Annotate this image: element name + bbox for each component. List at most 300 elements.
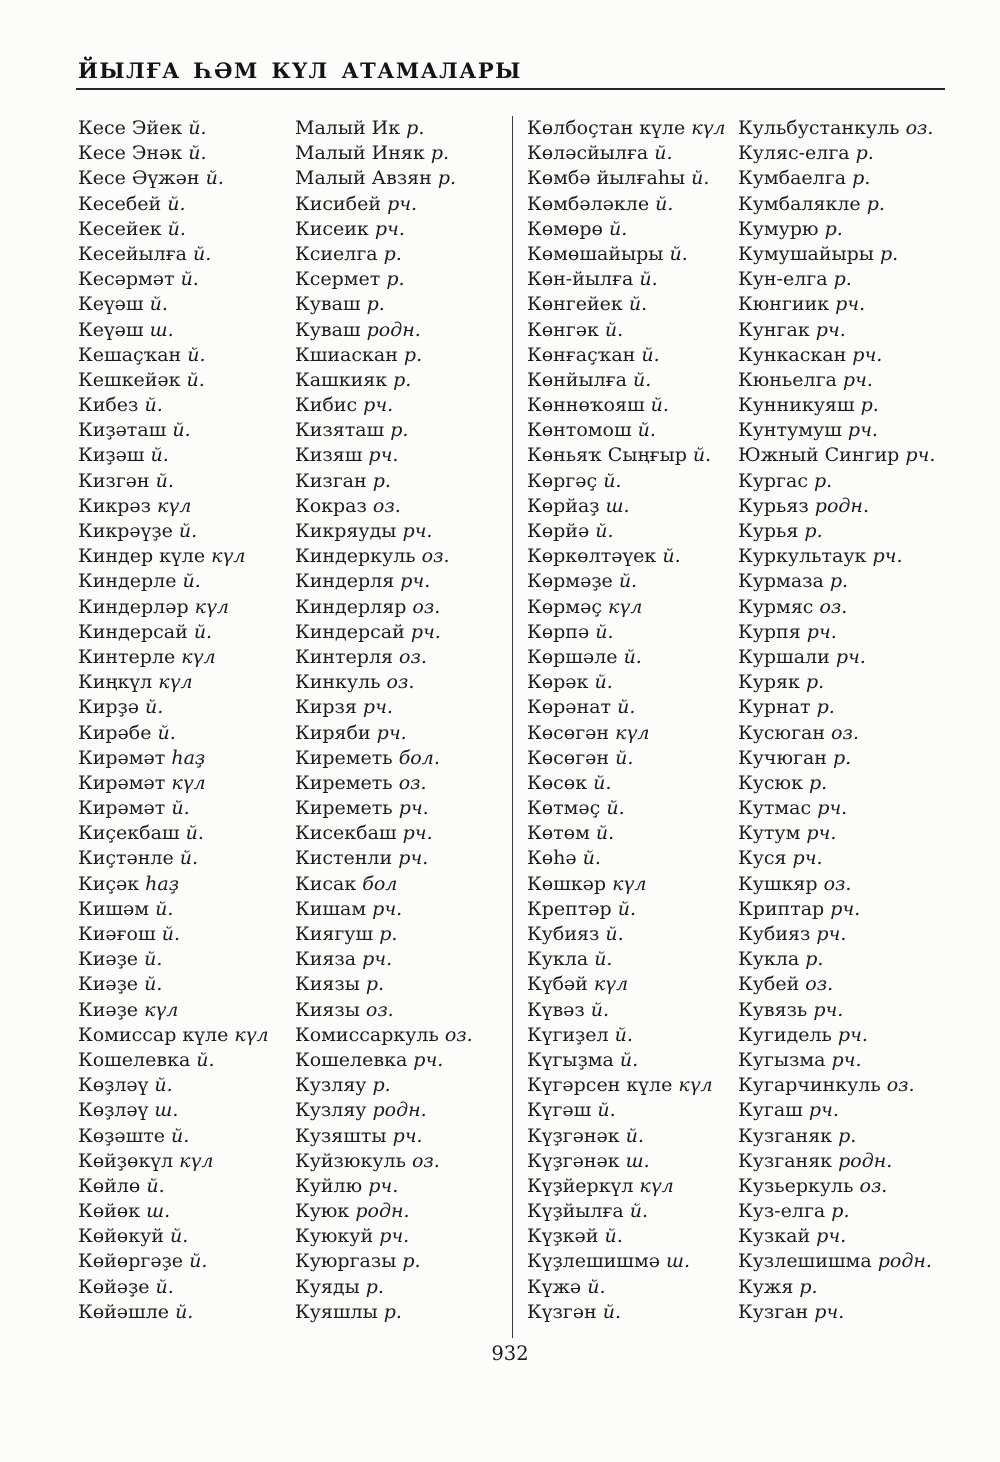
toponym-entry xyxy=(527,771,738,796)
toponym-qualifier: рч. xyxy=(824,897,861,920)
toponym-entry xyxy=(295,1124,512,1149)
toponym-name: Киреметь xyxy=(295,797,393,820)
toponym-entry xyxy=(78,595,295,620)
toponym-qualifier: родн. xyxy=(349,1200,410,1223)
toponym-qualifier: бол. xyxy=(392,746,440,769)
toponym-entry xyxy=(295,569,512,594)
toponym-entry xyxy=(738,519,950,544)
toponym-name: Көннөҡояш xyxy=(527,394,645,417)
toponym-qualifier: й. xyxy=(138,696,164,719)
header-rule xyxy=(76,88,945,90)
toponym-entry xyxy=(78,267,295,292)
toponym-entry xyxy=(738,670,950,695)
toponym-entry xyxy=(78,418,295,443)
toponym-entry xyxy=(738,1124,950,1149)
toponym-entry xyxy=(295,746,512,771)
toponym-qualifier: р. xyxy=(400,117,425,139)
toponym-qualifier: й. xyxy=(190,1048,215,1071)
toponym-entry xyxy=(527,1300,738,1325)
toponym-qualifier: й. xyxy=(644,394,669,417)
toponym-qualifier: рч. xyxy=(386,1124,423,1147)
toponym-name: Куяды xyxy=(295,1275,360,1298)
toponym-name: Кисекбаш xyxy=(295,822,397,845)
toponym-qualifier: рч. xyxy=(800,822,837,845)
toponym-qualifier: рч. xyxy=(841,419,878,442)
toponym-name: Көҙәште xyxy=(78,1124,166,1147)
toponym-qualifier: рч. xyxy=(394,570,431,593)
toponym-entry xyxy=(78,1224,295,1249)
toponym-qualifier: р. xyxy=(818,217,843,240)
toponym-entry xyxy=(738,318,950,343)
toponym-entry xyxy=(738,1149,950,1174)
toponym-qualifier: рч. xyxy=(825,1048,862,1071)
toponym-qualifier: күл xyxy=(175,645,216,668)
toponym-qualifier: й. xyxy=(686,444,712,467)
toponym-qualifier: оз. xyxy=(880,1074,915,1097)
toponym-qualifier: й. xyxy=(623,1200,649,1223)
toponym-qualifier: р. xyxy=(832,1124,857,1147)
toponym-qualifier: р. xyxy=(366,1074,391,1097)
toponym-qualifier: й. xyxy=(181,343,206,366)
toponym-entry xyxy=(295,1048,512,1073)
toponym-entry xyxy=(738,418,950,443)
toponym-name: Көрйә xyxy=(527,520,590,542)
toponym-name: Көмбә йылғаһы xyxy=(527,167,686,190)
toponym-qualifier: р. xyxy=(359,973,385,996)
toponym-name: Күжә xyxy=(527,1275,582,1298)
toponym-name: Киряби xyxy=(295,721,371,744)
toponym-name: Куюк xyxy=(295,1200,350,1223)
toponym-name: Кешаҫҡан xyxy=(78,343,182,366)
toponym-name: Киндерля xyxy=(295,570,395,593)
toponym-qualifier: й. xyxy=(186,242,212,265)
toponym-entry xyxy=(78,922,295,947)
toponym-entry xyxy=(295,1073,512,1098)
toponym-entry xyxy=(527,1149,738,1174)
toponym-qualifier: й. xyxy=(648,142,673,165)
toponym-entry xyxy=(78,469,295,494)
toponym-entry xyxy=(738,695,950,720)
toponym-entry xyxy=(738,166,950,191)
toponym-name: Күгиҙел xyxy=(527,1023,609,1046)
toponym-qualifier: оз. xyxy=(392,771,427,794)
toponym-qualifier: рч. xyxy=(810,923,847,945)
toponym-qualifier: й. xyxy=(581,1275,606,1298)
toponym-qualifier: родн. xyxy=(360,318,421,341)
toponym-qualifier: й. xyxy=(172,520,198,542)
toponym-qualifier: күл xyxy=(601,595,643,618)
toponym-name: Кушкяр xyxy=(738,872,818,895)
toponym-entry xyxy=(527,494,738,519)
toponym-name: Көйөкуй xyxy=(78,1225,164,1248)
toponym-qualifier: р. xyxy=(424,142,450,165)
toponym-entry xyxy=(78,695,295,720)
toponym-entry xyxy=(738,947,950,972)
toponym-entry xyxy=(527,318,738,343)
toponym-entry xyxy=(527,166,738,191)
toponym-name: Киреметь xyxy=(295,771,393,794)
toponym-qualifier: бол xyxy=(356,872,398,895)
toponym-qualifier: й. xyxy=(589,620,614,643)
toponym-entry xyxy=(738,1275,950,1300)
toponym-name: Кесе Энәк xyxy=(78,142,183,165)
toponym-entry xyxy=(527,418,738,443)
toponym-entry xyxy=(527,217,738,242)
toponym-entry xyxy=(78,620,295,645)
toponym-entry xyxy=(295,292,512,317)
toponym-entry xyxy=(78,544,295,569)
toponym-qualifier: й. xyxy=(685,167,710,190)
toponym-name: Куряк xyxy=(738,671,800,694)
toponym-qualifier: оз. xyxy=(817,872,852,895)
toponym-qualifier: родн. xyxy=(871,1250,932,1273)
toponym-entry xyxy=(738,972,950,997)
toponym-qualifier: р. xyxy=(798,520,823,542)
toponym-entry xyxy=(78,1249,295,1274)
toponym-name: Көн-йылға xyxy=(527,268,634,291)
toponym-qualifier: оз. xyxy=(825,721,859,744)
toponym-qualifier: й. xyxy=(588,671,613,694)
toponym-name: Кукла xyxy=(738,948,800,971)
toponym-entry xyxy=(78,1124,295,1149)
toponym-name: Көркөлтәүек xyxy=(527,545,657,568)
toponym-entry xyxy=(527,595,738,620)
toponym-name: Кузлешишма xyxy=(738,1250,872,1273)
toponym-entry xyxy=(527,922,738,947)
toponym-column-4 xyxy=(738,116,950,1325)
toponym-entry xyxy=(738,116,950,141)
toponym-qualifier: күл xyxy=(609,721,650,744)
toponym-name: Кизгән xyxy=(78,469,150,492)
toponym-name: Көршәле xyxy=(527,645,618,668)
toponym-qualifier: р. xyxy=(377,242,402,265)
toponym-entry xyxy=(738,922,950,947)
toponym-entry xyxy=(738,595,950,620)
toponym-entry xyxy=(295,443,512,468)
toponym-qualifier: й. xyxy=(631,419,656,442)
toponym-entry xyxy=(78,1149,295,1174)
toponym-entry xyxy=(527,620,738,645)
toponym-name: Куршали xyxy=(738,645,830,668)
toponym-qualifier: й. xyxy=(649,192,674,215)
toponym-name: Көнйылға xyxy=(527,368,627,391)
toponym-qualifier: рч. xyxy=(809,318,846,341)
toponym-entry xyxy=(738,443,950,468)
toponym-name: Кубей xyxy=(738,973,800,996)
toponym-entry xyxy=(527,1073,738,1098)
toponym-qualifier: й. xyxy=(155,923,180,945)
toponym-entry xyxy=(738,746,950,771)
toponym-entry xyxy=(295,418,512,443)
toponym-name: Көтөм xyxy=(527,822,590,845)
toponym-name: Көҙләү xyxy=(78,1074,149,1097)
toponym-entry xyxy=(738,1199,950,1224)
toponym-qualifier: родн. xyxy=(808,494,869,517)
toponym-name: Кистенли xyxy=(295,847,393,870)
toponym-entry xyxy=(295,998,512,1023)
toponym-name: Кумбалякле xyxy=(738,192,861,215)
toponym-entry xyxy=(78,796,295,821)
toponym-entry xyxy=(527,897,738,922)
toponym-name: Кисибей xyxy=(295,192,382,215)
toponym-entry xyxy=(78,1174,295,1199)
toponym-qualifier: й. xyxy=(635,343,660,366)
toponym-name: Малый Ик xyxy=(295,117,401,139)
toponym-name: Көньяҡ Сыңғыр xyxy=(527,444,687,467)
toponym-qualifier: й. xyxy=(138,973,163,996)
toponym-entry xyxy=(738,343,950,368)
toponym-name: Курмяс xyxy=(738,595,814,618)
toponym-qualifier: й. xyxy=(163,1225,189,1248)
toponym-qualifier: р. xyxy=(359,1275,384,1298)
toponym-entry xyxy=(738,494,950,519)
toponym-qualifier: й. xyxy=(589,520,614,542)
toponym-entry xyxy=(78,1048,295,1073)
toponym-name: Кузляу xyxy=(295,1074,367,1097)
toponym-entry xyxy=(738,368,950,393)
toponym-entry xyxy=(738,998,950,1023)
toponym-qualifier: рч. xyxy=(381,192,418,215)
toponym-name: Кусюк xyxy=(738,771,803,794)
toponym-name: Куйлю xyxy=(295,1174,363,1197)
toponym-name: Киҙәш xyxy=(78,444,145,467)
toponym-entry xyxy=(295,519,512,544)
toponym-qualifier: й. xyxy=(173,847,199,870)
toponym-entry xyxy=(527,116,738,141)
toponym-entry xyxy=(738,292,950,317)
toponym-entry xyxy=(295,972,512,997)
toponym-name: Кизяш xyxy=(295,444,363,467)
toponym-qualifier: рч. xyxy=(811,797,848,820)
toponym-qualifier: й. xyxy=(138,948,163,971)
toponym-qualifier: р. xyxy=(827,268,852,291)
toponym-name: Курнат xyxy=(738,696,811,719)
toponym-qualifier: оз. xyxy=(405,1149,440,1172)
toponym-qualifier: родн. xyxy=(832,1149,893,1172)
toponym-name: Күгыҙма xyxy=(527,1048,614,1071)
toponym-entry xyxy=(738,192,950,217)
toponym-qualifier: р. xyxy=(431,167,457,190)
toponym-entry xyxy=(527,821,738,846)
toponym-entry xyxy=(295,544,512,569)
toponym-entry xyxy=(738,393,950,418)
toponym-entry xyxy=(295,1275,512,1300)
toponym-qualifier: оз. xyxy=(813,595,848,618)
toponym-name: Кюнгиик xyxy=(738,293,830,316)
toponym-name: Ксермет xyxy=(295,268,381,291)
toponym-name: Малый Авзян xyxy=(295,167,432,190)
toponym-name: Көйөргәҙе xyxy=(78,1250,184,1273)
toponym-name: Күҙгәнәк xyxy=(527,1124,620,1147)
toponym-qualifier: й. xyxy=(161,192,186,215)
toponym-name: Кумбаелга xyxy=(738,167,847,190)
toponym-qualifier: оз. xyxy=(799,973,834,996)
toponym-entry xyxy=(78,494,295,519)
toponym-name: Көйәҙе xyxy=(78,1275,150,1298)
toponym-qualifier: р. xyxy=(397,343,423,366)
toponym-name: Киңкүл xyxy=(78,671,153,694)
toponym-name: Күҙгәнәк xyxy=(527,1149,620,1172)
toponym-qualifier: рч. xyxy=(396,822,433,845)
toponym-entry xyxy=(527,192,738,217)
toponym-entry xyxy=(527,972,738,997)
toponym-entry xyxy=(527,1124,738,1149)
toponym-qualifier: й. xyxy=(166,419,191,442)
toponym-qualifier: й. xyxy=(149,897,174,920)
toponym-name: Кутмас xyxy=(738,797,812,820)
toponym-entry xyxy=(527,645,738,670)
toponym-qualifier: й. xyxy=(663,242,688,265)
toponym-name: Кузьеркуль xyxy=(738,1174,854,1197)
toponym-entry xyxy=(78,519,295,544)
toponym-name: Курья xyxy=(738,520,799,542)
toponym-name: Курпя xyxy=(738,620,801,643)
toponym-name: Куюргазы xyxy=(295,1250,397,1273)
toponym-name: Кунгак xyxy=(738,318,810,341)
toponym-name: Кешкейәк xyxy=(78,368,181,391)
toponym-entry xyxy=(78,972,295,997)
toponym-qualifier: родн. xyxy=(366,1099,427,1122)
toponym-qualifier: оз. xyxy=(415,545,450,568)
toponym-qualifier: й. xyxy=(576,847,601,870)
toponym-qualifier: й. xyxy=(148,1074,173,1097)
toponym-name: Кашкияк xyxy=(295,368,388,391)
toponym-entry xyxy=(527,393,738,418)
toponym-qualifier: күл xyxy=(685,117,726,139)
toponym-entry xyxy=(295,922,512,947)
toponym-qualifier: р. xyxy=(366,469,391,492)
toponym-name: Киндерсай xyxy=(78,620,188,643)
toponym-qualifier: р. xyxy=(360,293,385,316)
toponym-entry xyxy=(527,343,738,368)
toponym-name: Көмөрө xyxy=(527,217,603,240)
toponym-entry xyxy=(295,872,512,897)
toponym-name: Кесебей xyxy=(78,192,162,215)
toponym-name: Киәҙе xyxy=(78,998,139,1021)
toponym-name: Кеүәш xyxy=(78,318,144,341)
toponym-name: Киндеркуль xyxy=(295,545,416,568)
toponym-qualifier: й. xyxy=(589,822,615,845)
toponym-qualifier: й. xyxy=(174,268,199,291)
toponym-name: Көмбәләкле xyxy=(527,192,650,215)
toponym-entry xyxy=(738,821,950,846)
toponym-entry xyxy=(78,947,295,972)
toponym-qualifier: рч. xyxy=(368,217,405,240)
toponym-name: Киәғош xyxy=(78,923,156,945)
toponym-name: Кесе Әүжән xyxy=(78,167,200,190)
toponym-name: Кошелевка xyxy=(78,1048,191,1071)
toponym-entry xyxy=(295,343,512,368)
toponym-entry xyxy=(295,1199,512,1224)
toponym-qualifier: рч. xyxy=(866,545,903,568)
toponym-name: Кугидель xyxy=(738,1023,832,1046)
toponym-qualifier: рч. xyxy=(396,520,433,542)
toponym-name: Кокраз xyxy=(295,494,367,517)
toponym-name: Күгәш xyxy=(527,1099,592,1122)
toponym-entry xyxy=(738,1098,950,1123)
toponym-name: Кугаш xyxy=(738,1099,803,1122)
toponym-qualifier: рч. xyxy=(357,394,394,417)
toponym-entry xyxy=(78,368,295,393)
column-divider xyxy=(512,116,513,1338)
toponym-qualifier: рч. xyxy=(829,645,866,668)
toponym-entry xyxy=(295,771,512,796)
toponym-name: Киҫекбаш xyxy=(78,822,180,845)
toponym-qualifier: ш. xyxy=(148,1099,179,1122)
toponym-qualifier: й. xyxy=(588,948,613,971)
toponym-qualifier: й. xyxy=(140,1174,165,1197)
toponym-name: Күҙйеркүл xyxy=(527,1174,634,1197)
toponym-entry xyxy=(78,1199,295,1224)
toponym-entry xyxy=(295,1023,512,1048)
toponym-entry xyxy=(295,897,512,922)
toponym-entry xyxy=(527,746,738,771)
toponym-entry xyxy=(78,318,295,343)
toponym-qualifier: оз. xyxy=(359,998,394,1021)
toponym-name: Көнгәк xyxy=(527,318,599,341)
toponym-entry xyxy=(295,494,512,519)
toponym-entry xyxy=(738,569,950,594)
toponym-qualifier: рч. xyxy=(807,998,844,1021)
toponym-qualifier: й. xyxy=(591,1099,616,1122)
toponym-qualifier: рч. xyxy=(373,1225,410,1248)
toponym-entry xyxy=(295,267,512,292)
toponym-entry xyxy=(738,645,950,670)
toponym-name: Киндерле xyxy=(78,570,177,593)
toponym-name: Куркультаук xyxy=(738,545,867,568)
toponym-entry xyxy=(295,116,512,141)
toponym-qualifier: й. xyxy=(598,1225,623,1248)
toponym-qualifier: оз. xyxy=(438,1023,473,1046)
toponym-name: Кюньелга xyxy=(738,368,837,391)
toponym-qualifier: күл xyxy=(606,872,647,895)
toponym-entry xyxy=(738,897,950,922)
toponym-qualifier: й. xyxy=(608,1023,633,1046)
toponym-entry xyxy=(738,267,950,292)
toponym-qualifier: оз. xyxy=(366,494,401,517)
toponym-column-1 xyxy=(78,116,295,1325)
toponym-entry xyxy=(295,595,512,620)
toponym-name: Куяшлы xyxy=(295,1300,378,1323)
toponym-qualifier: күл xyxy=(205,545,246,568)
toponym-entry xyxy=(527,242,738,267)
toponym-entry xyxy=(527,1199,738,1224)
toponym-qualifier: рч. xyxy=(407,1048,444,1071)
toponym-entry xyxy=(527,947,738,972)
toponym-name: Кузганяк xyxy=(738,1124,833,1147)
toponym-entry xyxy=(738,846,950,871)
toponym-qualifier: й. xyxy=(584,998,610,1021)
toponym-entry xyxy=(78,821,295,846)
toponym-name: Көрмәҫ xyxy=(527,595,602,618)
toponym-name: Киәҙе xyxy=(78,948,139,971)
toponym-qualifier: й. xyxy=(599,923,624,945)
toponym-name: Көйҙөкүл xyxy=(78,1149,174,1172)
toponym-entry xyxy=(527,721,738,746)
toponym-name: Көсөгән xyxy=(527,721,610,744)
toponym-qualifier: күл xyxy=(165,771,206,794)
toponym-entry xyxy=(78,721,295,746)
toponym-entry xyxy=(78,1300,295,1325)
toponym-entry xyxy=(738,1048,950,1073)
toponym-entry xyxy=(295,821,512,846)
toponym-qualifier: һаҙ xyxy=(139,872,180,895)
toponym-qualifier: рч. xyxy=(786,847,823,870)
toponym-column-3 xyxy=(527,116,738,1325)
toponym-qualifier: р. xyxy=(396,1250,421,1273)
toponym-entry xyxy=(527,670,738,695)
toponym-name: Кужя xyxy=(738,1275,794,1298)
